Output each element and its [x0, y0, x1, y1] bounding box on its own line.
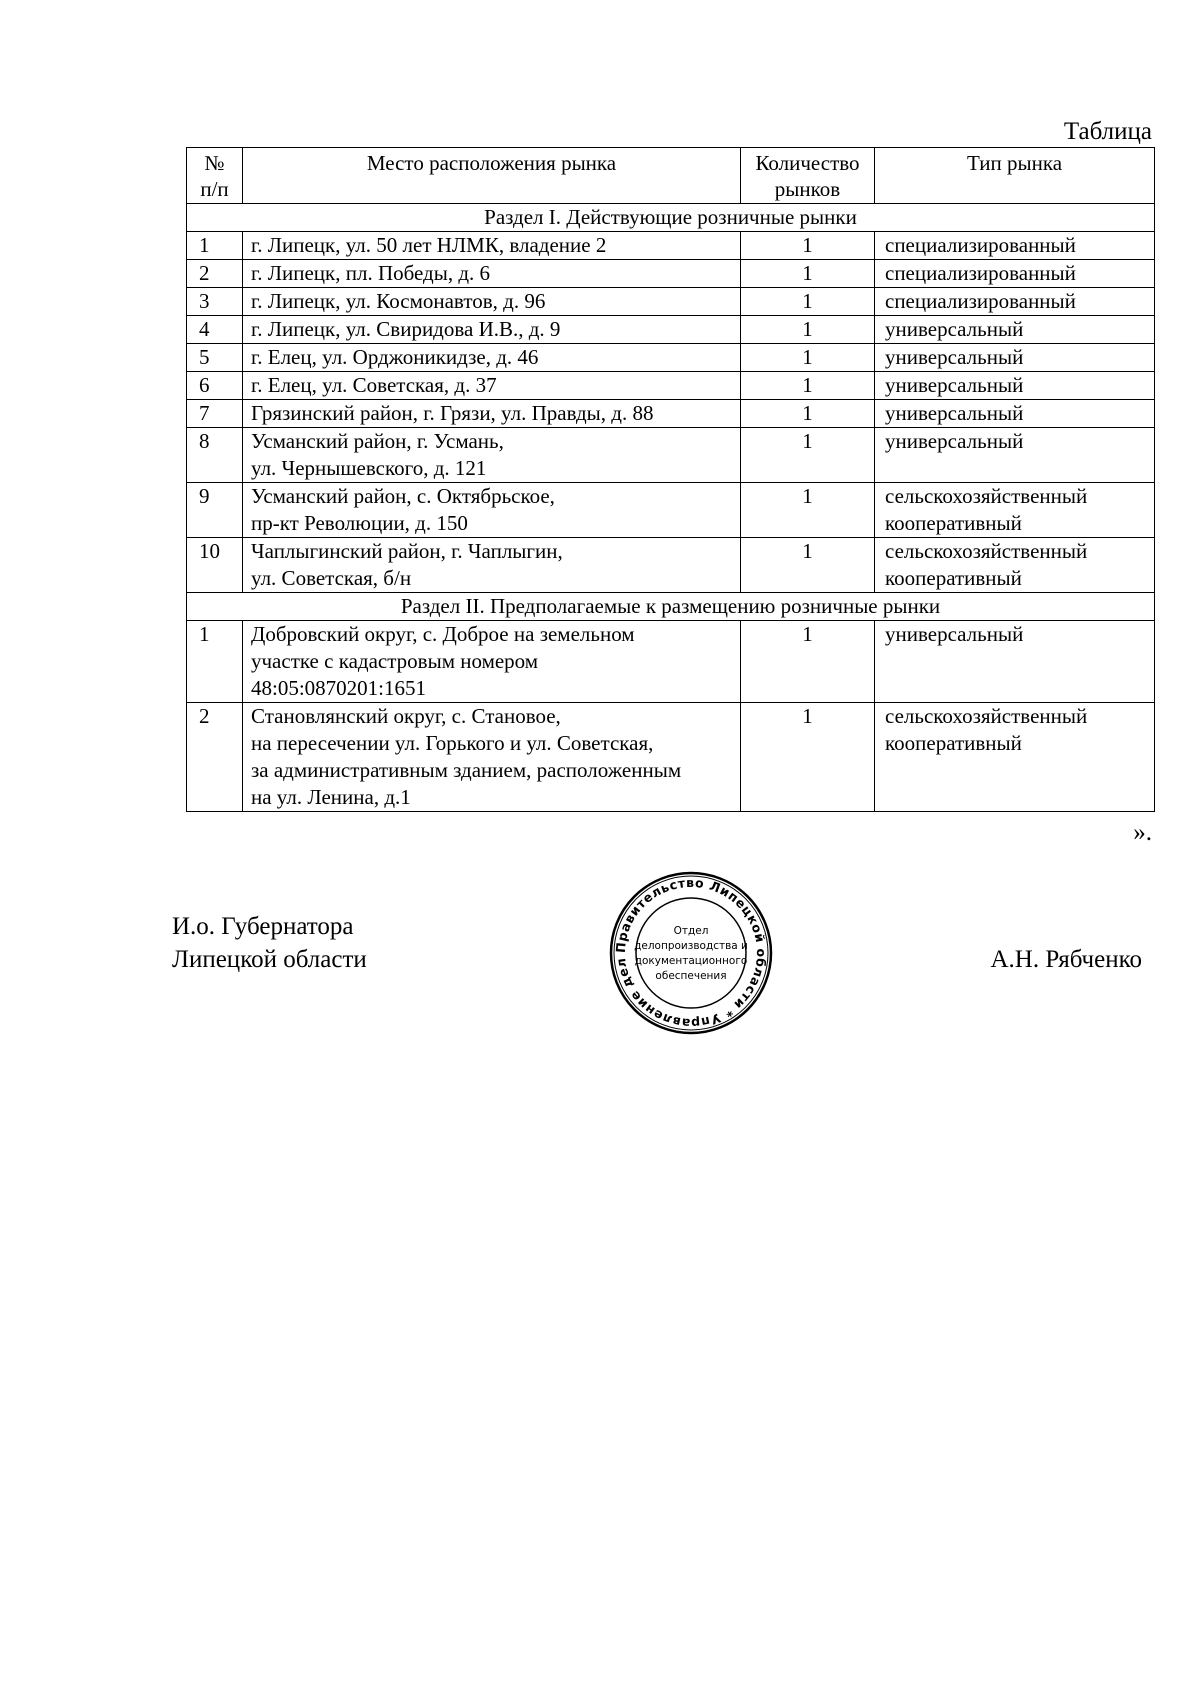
- row-number: 2: [187, 703, 243, 812]
- market-count: 1: [741, 232, 875, 260]
- market-count: 1: [741, 621, 875, 703]
- location-line: за административным зданием, расположенным: [251, 758, 682, 782]
- table-row: [187, 703, 1155, 812]
- row-number: 3: [187, 288, 243, 316]
- closing-quote-mark: ».: [1133, 819, 1152, 846]
- market-count: 1: [741, 400, 875, 428]
- market-count: 1: [741, 483, 875, 538]
- row-number: 5: [187, 344, 243, 372]
- type-line: универсальный: [885, 429, 1024, 453]
- type-line: специализированный: [885, 233, 1076, 257]
- row-number: 10: [187, 538, 243, 593]
- table-row: [187, 232, 1155, 260]
- section-header-row: [187, 593, 1155, 621]
- type-line: кооперативный: [885, 511, 1022, 535]
- location-line: ул. Советская, б/н: [251, 566, 412, 590]
- row-number: 8: [187, 428, 243, 483]
- location-line: г. Липецк, ул. Свиридова И.В., д. 9: [251, 317, 561, 341]
- svg-text:делопроизводства и: делопроизводства и: [634, 940, 748, 952]
- table-row: [187, 344, 1155, 372]
- header-count: Количество рынков: [741, 148, 875, 204]
- market-location: [243, 260, 741, 288]
- markets-table: [186, 147, 1155, 812]
- location-line: 48:05:0870201:1651: [251, 676, 427, 700]
- official-seal-stamp: [606, 868, 776, 1038]
- market-location: [243, 400, 741, 428]
- market-count: 1: [741, 344, 875, 372]
- row-number: 1: [187, 621, 243, 703]
- row-number: 4: [187, 316, 243, 344]
- location-line: г. Липецк, пл. Победы, д. 6: [251, 261, 491, 285]
- location-line: Усманский район, с. Октябрьское,: [251, 484, 555, 508]
- type-line: универсальный: [885, 622, 1024, 646]
- location-line: Грязинский район, г. Грязи, ул. Правды, д. 88: [251, 401, 654, 425]
- row-number: 7: [187, 400, 243, 428]
- location-line: г. Липецк, ул. 50 лет НЛМК, владение 2: [251, 233, 607, 257]
- market-location: [243, 344, 741, 372]
- location-line: г. Елец, ул. Советская, д. 37: [251, 373, 497, 397]
- market-location: [243, 232, 741, 260]
- location-line: г. Липецк, ул. Космонавтов, д. 96: [251, 289, 546, 313]
- table-row: [187, 621, 1155, 703]
- location-line: на пересечении ул. Горького и ул. Советская,: [251, 731, 654, 755]
- table-row: [187, 400, 1155, 428]
- location-line: на ул. Ленина, д.1: [251, 785, 411, 809]
- row-number: 1: [187, 232, 243, 260]
- section-header-row: [187, 204, 1155, 232]
- type-line: сельскохозяйственный: [885, 704, 1088, 728]
- market-count: 1: [741, 288, 875, 316]
- market-location: [243, 288, 741, 316]
- market-location: [243, 316, 741, 344]
- type-line: универсальный: [885, 373, 1024, 397]
- type-line: универсальный: [885, 317, 1024, 341]
- signer-position-line: И.о. Губернатора: [172, 913, 354, 940]
- table-caption: Таблица: [1063, 118, 1152, 145]
- market-type: [875, 428, 1155, 483]
- svg-text:Отдел: Отдел: [673, 925, 709, 937]
- row-number: 6: [187, 372, 243, 400]
- market-count: 1: [741, 703, 875, 812]
- market-type: [875, 316, 1155, 344]
- market-count: 1: [741, 260, 875, 288]
- location-line: Добровский округ, с. Доброе на земельном: [251, 622, 635, 646]
- table-row: [187, 372, 1155, 400]
- market-type: [875, 483, 1155, 538]
- svg-text:документационного: документационного: [634, 955, 748, 967]
- market-location: [243, 538, 741, 593]
- location-line: пр-кт Революции, д. 150: [251, 511, 468, 535]
- table-row: [187, 483, 1155, 538]
- table-row: [187, 538, 1155, 593]
- header-location: Место расположения рынка: [243, 148, 741, 204]
- type-line: специализированный: [885, 261, 1076, 285]
- type-line: кооперативный: [885, 566, 1022, 590]
- location-line: Усманский район, г. Усмань,: [251, 429, 504, 453]
- table-row: [187, 428, 1155, 483]
- header-num: № п/п: [187, 148, 243, 204]
- svg-text:Правительство Липецкой области: Правительство Липецкой области * Управление дел: [612, 874, 770, 1032]
- market-type: [875, 232, 1155, 260]
- market-location: [243, 428, 741, 483]
- market-count: 1: [741, 428, 875, 483]
- market-location: [243, 483, 741, 538]
- type-line: универсальный: [885, 345, 1024, 369]
- market-type: [875, 260, 1155, 288]
- type-line: специализированный: [885, 289, 1076, 313]
- header-type: Тип рынка: [875, 148, 1155, 204]
- market-type: [875, 538, 1155, 593]
- market-type: [875, 344, 1155, 372]
- market-count: 1: [741, 372, 875, 400]
- location-line: Чаплыгинский район, г. Чаплыгин,: [251, 539, 563, 563]
- table-row: [187, 316, 1155, 344]
- signer-position-line: Липецкой области: [172, 946, 367, 973]
- table-body: [187, 204, 1155, 812]
- market-type: [875, 288, 1155, 316]
- market-type: [875, 621, 1155, 703]
- market-count: 1: [741, 538, 875, 593]
- signer-name: А.Н. Рябченко: [990, 946, 1142, 973]
- market-location: [243, 621, 741, 703]
- market-count: 1: [741, 316, 875, 344]
- signer-position: [172, 910, 367, 976]
- type-line: кооперативный: [885, 731, 1022, 755]
- section-title: Раздел II. Предполагаемые к размещению розничные рынки: [187, 593, 1155, 621]
- market-location: [243, 372, 741, 400]
- type-line: сельскохозяйственный: [885, 539, 1088, 563]
- location-line: Становлянский округ, с. Становое,: [251, 704, 561, 728]
- market-type: [875, 703, 1155, 812]
- location-line: участке с кадастровым номером: [251, 649, 539, 673]
- svg-text:обеспечения: обеспечения: [655, 970, 727, 982]
- type-line: универсальный: [885, 401, 1024, 425]
- market-type: [875, 400, 1155, 428]
- table-row: [187, 288, 1155, 316]
- section-title: Раздел I. Действующие розничные рынки: [187, 204, 1155, 232]
- location-line: ул. Чернышевского, д. 121: [251, 456, 487, 480]
- row-number: 9: [187, 483, 243, 538]
- table-header-row: [187, 148, 1155, 204]
- type-line: сельскохозяйственный: [885, 484, 1088, 508]
- market-location: [243, 703, 741, 812]
- table-row: [187, 260, 1155, 288]
- location-line: г. Елец, ул. Орджоникидзе, д. 46: [251, 345, 539, 369]
- row-number: 2: [187, 260, 243, 288]
- market-type: [875, 372, 1155, 400]
